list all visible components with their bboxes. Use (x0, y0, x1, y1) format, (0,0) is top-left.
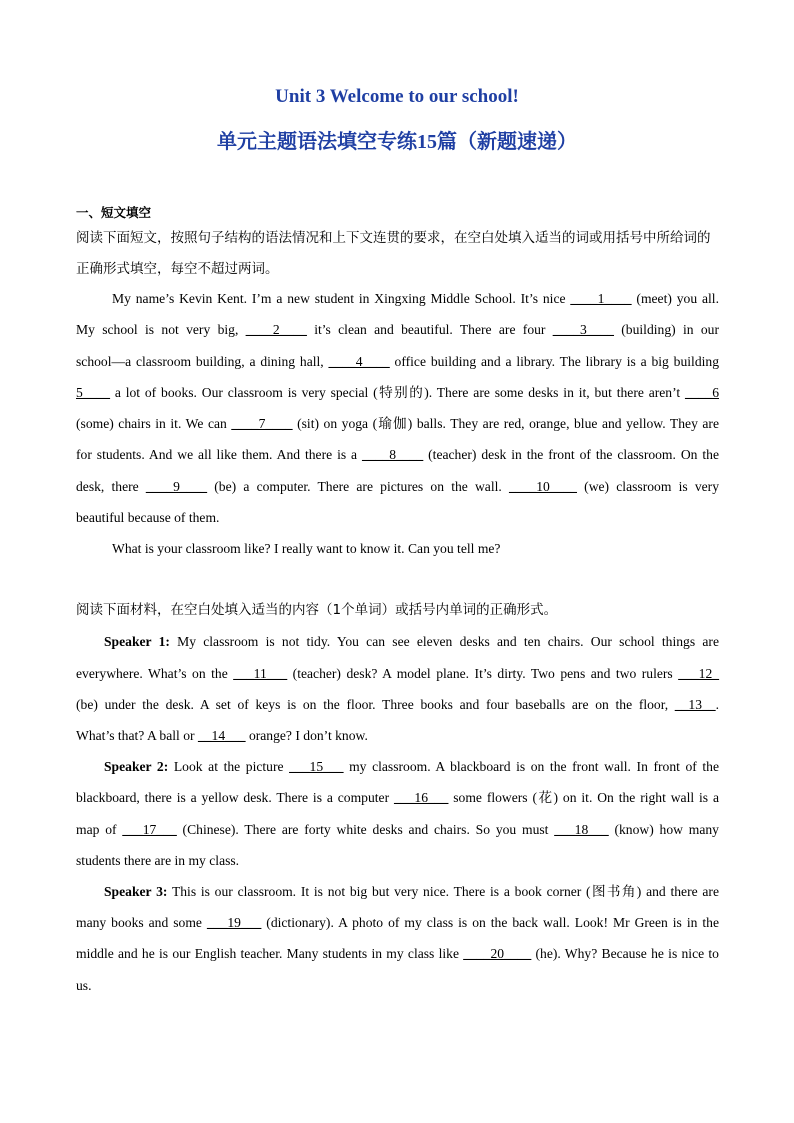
section1-instruction: 阅读下面短文，按照句子结构的语法情况和上下文连贯的要求，在空白处填入适当的词或用括号中所给词的正确形式填空，每空不超过两词。 (76, 230, 711, 277)
passage1-line-8: beautiful because of them. (76, 510, 220, 525)
blank-4[interactable]: ____4____ (328, 354, 390, 369)
speaker3-line-3: middle and he is our English teacher. Many students in my class like ____20____ (he). Why? Because he is nice to (76, 946, 719, 961)
speaker1-line-4: What’s that? A ball or __14___ orange? I don’t know. (76, 728, 368, 743)
blank-12[interactable]: ___12_ (678, 666, 720, 681)
blank-17[interactable]: ___17___ (122, 822, 177, 837)
passage1-line-1: My name’s Kevin Kent. I’m a new student in Xingxing Middle School. It’s nice ____1____ (meet) you all. (112, 291, 719, 306)
blank-8[interactable]: ____8____ (362, 447, 424, 462)
blank-1[interactable]: ____1____ (570, 291, 632, 306)
speaker2-line-4: students there are in my class. (76, 853, 240, 868)
page-title: Unit 3 Welcome to our school! (275, 86, 519, 107)
passage1-line-3: school—a classroom building, a dining hall, ____4____ office building and a library. The library is a big building (76, 354, 719, 369)
passage1-line-6: for students. And we all like them. And there is a ____8____ (teacher) desk in the front of the classroom. On the (76, 447, 719, 462)
speaker1-line-2: everywhere. What’s on the ___11___ (teacher) desk? A model plane. It’s dirty. Two pens and two rulers ___12_ (76, 666, 720, 681)
passage1-line-2: My school is not very big, ____2____ it’s clean and beautiful. There are four ____3____ (building) in our (76, 322, 719, 337)
blank-7[interactable]: ____7____ (231, 416, 293, 431)
speaker2-label: Speaker 2: (104, 759, 169, 774)
blank-2[interactable]: ____2____ (245, 322, 307, 337)
passage1-line-4: 5____ a lot of books. Our classroom is very special (特别的). There are some desks in it, but there aren’t ____6 (76, 385, 719, 400)
blank-14[interactable]: __14___ (197, 728, 246, 743)
blank-16[interactable]: ___16___ (394, 790, 449, 805)
page-subtitle: 单元主题语法填空专练15篇（新题速递） (217, 131, 577, 153)
speaker3-line-1: Speaker 3: This is our classroom. It is not big but very nice. There is a book corner (图书角) and there are (104, 884, 719, 899)
speaker1-line-1: Speaker 1: My classroom is not tidy. You can see eleven desks and ten chairs. Our school things are (104, 634, 719, 649)
blank-3[interactable]: ____3____ (552, 322, 614, 337)
passage1-line-9: What is your classroom like? I really want to know it. Can you tell me? (112, 541, 501, 556)
blank-15[interactable]: ___15___ (289, 759, 344, 774)
speaker3-line-2: many books and some ___19___ (dictionary). A photo of my class is on the back wall. Look! Mr Green is in the (76, 915, 719, 930)
blank-10[interactable]: ____10____ (509, 479, 577, 494)
blank-11[interactable]: ___11___ (233, 666, 288, 681)
section2-instruction: 阅读下面材料，在空白处填入适当的内容（1个单词）或括号内单词的正确形式。 (76, 602, 558, 618)
blank-6[interactable]: ____6 (685, 385, 719, 400)
section-heading: 一、短文填空 (76, 205, 152, 220)
passage1-line-7: desk, there ____9____ (be) a computer. There are pictures on the wall. ____10____ (we) classroom is very (76, 479, 719, 494)
blank-18[interactable]: ___18___ (554, 822, 609, 837)
passage1-line-5: (some) chairs in it. We can ____7____ (sit) on yoga (瑜伽) balls. They are red, orange, blue and yellow. They are (76, 416, 719, 431)
speaker1-line-3: (be) under the desk. A set of keys is on the floor. Three books and four baseballs are on the floor, __13__. (76, 697, 719, 712)
blank-20[interactable]: ____20____ (463, 946, 532, 961)
speaker1-label: Speaker 1: (104, 634, 170, 649)
blank-9[interactable]: ____9____ (145, 479, 208, 494)
speaker2-line-2: blackboard, there is a yellow desk. There is a computer ___16___ some flowers (花) on it. On the right wall is a (76, 790, 719, 805)
speaker2-line-3: map of ___17___ (Chinese). There are forty white desks and chairs. So you must ___18___ (know) how many (76, 822, 719, 837)
blank-19[interactable]: ___19___ (206, 915, 262, 930)
speaker3-label: Speaker 3: (104, 884, 168, 899)
blank-5[interactable]: 5____ (76, 385, 110, 400)
speaker2-line-1: Speaker 2: Look at the picture ___15___ my classroom. A blackboard is on the front wall. In front of the (104, 759, 720, 774)
speaker3-line-4: us. (76, 978, 92, 993)
blank-13[interactable]: __13__ (674, 697, 716, 712)
